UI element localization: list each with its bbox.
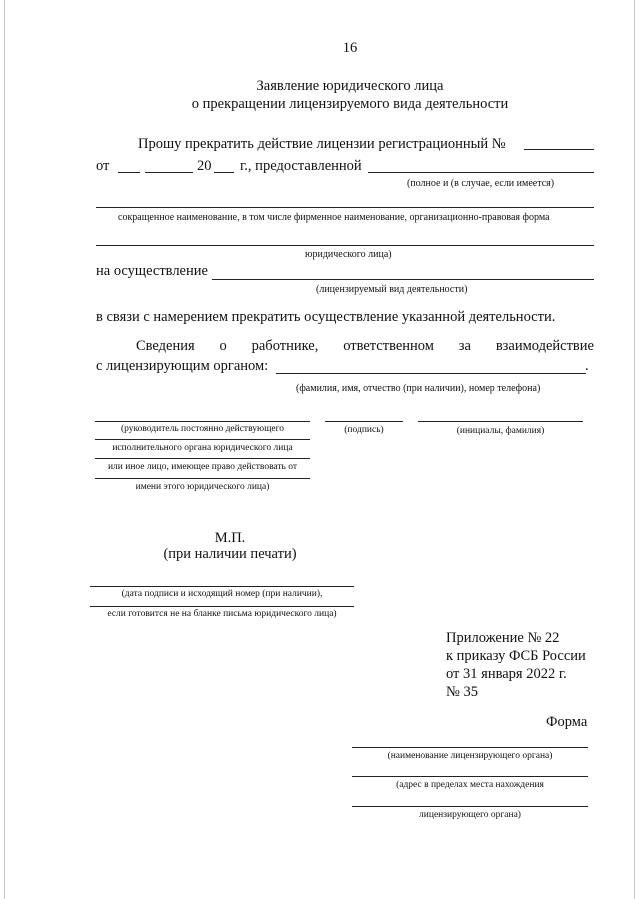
document-title-line1: Заявление юридического лица <box>256 78 444 94</box>
authority-address-field[interactable] <box>352 776 588 777</box>
appendix-line3: от 31 января 2022 г. <box>446 666 567 682</box>
document-title-line2: о прекращении лицензируемого вида деятельности <box>191 96 509 112</box>
info-line-2: с лицензирующим органом: <box>96 358 269 374</box>
provided-label: г., предоставленной <box>240 158 362 174</box>
right-page-edge <box>634 0 635 899</box>
addressee-caption1: (наименование лицензирующего органа) <box>387 751 553 761</box>
day-field[interactable] <box>118 172 140 173</box>
date-outgoing-field[interactable] <box>90 586 354 587</box>
info-word: за <box>458 338 471 354</box>
seal-label: М.П. <box>214 530 246 546</box>
info-line-1 <box>136 338 594 355</box>
head-caption-line1: (руководитель постоянно действующего <box>120 424 285 434</box>
head-position-field[interactable] <box>95 421 310 422</box>
licensing-authority-field[interactable] <box>352 747 588 748</box>
info-word: о <box>219 338 227 354</box>
caption-legal-entity: юридического лица) <box>305 249 392 260</box>
contact-field[interactable] <box>276 373 586 374</box>
year-field[interactable] <box>214 172 234 173</box>
request-text: Прошу прекратить действие лицензии регистрационный № <box>138 136 506 152</box>
caption-full-name: (полное и (в случае, если имеется) <box>407 178 555 189</box>
implementation-label: на осуществление <box>96 263 208 279</box>
head-caption-rule2 <box>95 458 310 459</box>
info-word: взаимодействие <box>495 338 594 354</box>
activity-field[interactable] <box>212 279 594 280</box>
initials-field[interactable] <box>418 421 583 422</box>
initials-caption: (инициалы, фамилия) <box>456 426 545 436</box>
head-caption-line2: исполнительного органа юридического лица <box>112 443 293 453</box>
caption-short-name: сокращенное наименование, в том числе фирменное наименование, организационно-правовая форма <box>118 212 550 223</box>
info-word: Сведения <box>136 338 195 354</box>
date-caption-line2: если готовится не на бланке письма юридического лица) <box>107 609 337 619</box>
appendix-line2: к приказу ФСБ России <box>446 648 586 664</box>
org-name-field-2[interactable] <box>96 245 594 246</box>
authority-address-rule <box>352 806 588 807</box>
appendix-line4: № 35 <box>446 684 478 700</box>
page-number: 16 <box>342 40 358 56</box>
info-word: работнике, <box>251 338 319 354</box>
head-caption-rule1 <box>95 439 310 440</box>
addressee-caption3: лицензирующего органа) <box>419 810 521 820</box>
caption-activity: (лицензируемый вид деятельности) <box>316 284 468 295</box>
date-caption-rule <box>90 606 354 607</box>
seal-caption: (при наличии печати) <box>163 546 297 562</box>
contact-field-period: . <box>585 358 589 374</box>
caption-contact: (фамилия, имя, отчество (при наличии), номер телефона) <box>296 383 541 394</box>
form-label: Форма <box>546 714 588 730</box>
intent-text: в связи с намерением прекратить осуществление указанной деятельности. <box>96 309 556 325</box>
year-prefix: 20 <box>197 158 212 174</box>
head-caption-line4: имени этого юридического лица) <box>135 482 270 492</box>
head-caption-line3: или иное лицо, имеющее право действовать от <box>107 462 298 472</box>
appendix-line1: Приложение № 22 <box>446 630 560 646</box>
date-caption-line1: (дата подписи и исходящий номер (при наличии), <box>121 589 323 599</box>
info-word: ответственном <box>343 338 434 354</box>
signature-field[interactable] <box>325 421 403 422</box>
provided-to-field[interactable] <box>368 172 594 173</box>
month-field[interactable] <box>145 172 193 173</box>
left-page-edge <box>4 0 5 899</box>
head-caption-rule3 <box>95 478 310 479</box>
signature-caption: (подпись) <box>344 425 384 435</box>
license-number-field[interactable] <box>524 149 594 150</box>
org-name-field-1[interactable] <box>96 207 594 208</box>
addressee-caption2: (адрес в пределах места нахождения <box>396 780 544 790</box>
from-label: от <box>96 158 110 174</box>
